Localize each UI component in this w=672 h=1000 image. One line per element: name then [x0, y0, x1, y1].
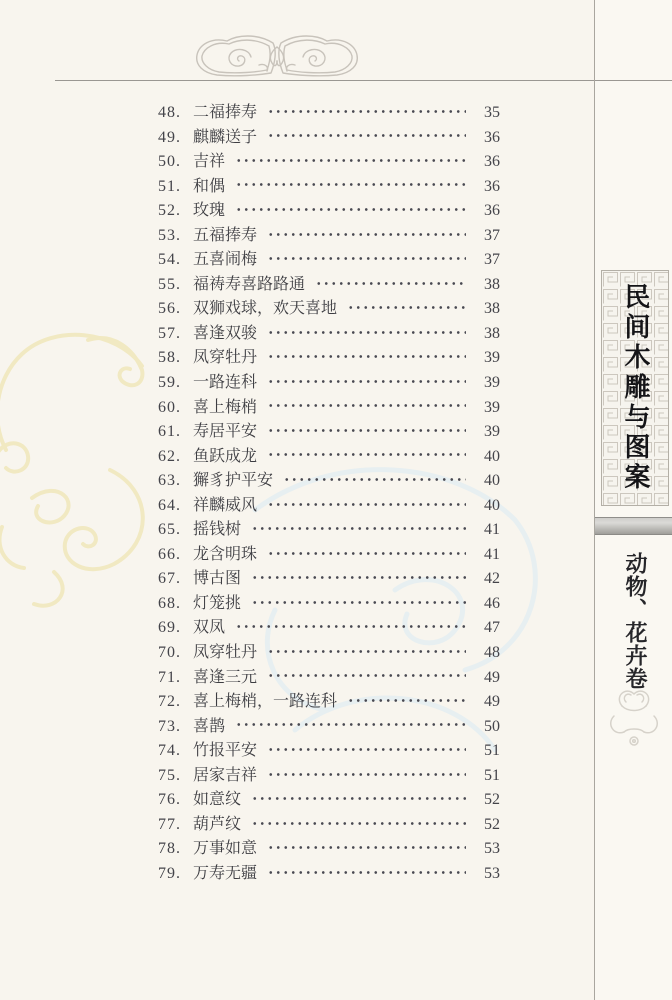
toc-entry-number: 73. — [158, 717, 181, 735]
toc-entry-page: 52 — [484, 815, 500, 833]
toc-leader-dots — [251, 601, 466, 604]
toc-entry-title: 竹报平安 — [193, 742, 258, 760]
toc-entry-title: 麒麟送子 — [193, 128, 258, 146]
toc-entry-number: 48. — [158, 104, 181, 121]
toc-entry-title: 喜上梅梢 — [193, 398, 258, 416]
toc-entry — [158, 224, 500, 249]
toc-leader-dots — [267, 429, 466, 432]
toc-entry — [158, 199, 500, 224]
toc-entry-title: 喜鹊 — [193, 717, 226, 735]
toc-entry-number: 56. — [158, 300, 181, 318]
header-cloud-ornament — [193, 35, 361, 79]
toc-entry-title: 居家吉祥 — [193, 766, 258, 784]
toc-entry-page: 39 — [484, 349, 500, 367]
toc-entry — [158, 813, 500, 838]
toc-entry-number: 71. — [158, 668, 181, 686]
toc-entry-page: 51 — [484, 742, 500, 760]
book-title: 民间木雕与图案 — [621, 283, 650, 493]
toc-entry-number: 57. — [158, 324, 181, 342]
toc-entry-title: 二福捧寿 — [193, 104, 258, 121]
toc-entry — [158, 101, 500, 126]
toc-entry-number: 52. — [158, 202, 181, 220]
toc-entry-title: 喜上梅梢，一路连科 — [193, 693, 338, 711]
toc-entry-number: 60. — [158, 398, 181, 416]
toc-leader-dots — [235, 208, 466, 211]
toc-entry-number: 76. — [158, 791, 181, 809]
toc-entry-page: 49 — [484, 693, 500, 711]
toc-entry-title: 万寿无疆 — [193, 864, 258, 882]
toc-entry — [158, 592, 500, 617]
toc-entry-number: 70. — [158, 644, 181, 662]
toc-entry-title: 祥麟威风 — [193, 496, 258, 514]
toc-entry-number: 69. — [158, 619, 181, 637]
toc-leader-dots — [267, 773, 466, 776]
toc-entry — [158, 445, 500, 470]
toc-entry-page: 52 — [484, 791, 500, 809]
toc-entry — [158, 616, 500, 641]
toc-entry — [158, 322, 500, 347]
toc-entry — [158, 248, 500, 273]
toc-entry-title: 和偶 — [193, 177, 226, 195]
toc-entry-number: 58. — [158, 349, 181, 367]
toc-entry-number: 62. — [158, 447, 181, 465]
toc-entry-page: 49 — [484, 668, 500, 686]
toc-leader-dots — [283, 478, 466, 481]
toc-leader-dots — [267, 404, 466, 407]
toc-leader-dots — [235, 159, 466, 162]
toc-leader-dots — [315, 282, 466, 285]
toc-entry-number: 72. — [158, 693, 181, 711]
toc-entry-number: 51. — [158, 177, 181, 195]
toc-entry-number: 55. — [158, 275, 181, 293]
toc-leader-dots — [235, 183, 466, 186]
toc-leader-dots — [267, 331, 466, 334]
toc-entry-number: 50. — [158, 153, 181, 171]
toc-entry — [158, 297, 500, 322]
toc-entry — [158, 837, 500, 862]
header-rule — [55, 80, 672, 81]
toc-entry-page: 40 — [484, 472, 500, 490]
toc-leader-dots — [267, 233, 466, 236]
toc-entry-page: 38 — [484, 324, 500, 342]
toc-leader-dots — [267, 846, 466, 849]
toc-leader-dots — [267, 871, 466, 874]
toc-leader-dots — [267, 257, 466, 260]
toc-entry-page: 41 — [484, 521, 500, 539]
toc-entry-number: 67. — [158, 570, 181, 588]
toc-leader-dots — [267, 453, 466, 456]
toc-leader-dots — [235, 723, 466, 726]
toc-entry-number: 49. — [158, 128, 181, 146]
toc-entry-number: 65. — [158, 521, 181, 539]
toc-leader-dots — [267, 110, 466, 113]
book-title-box — [601, 270, 669, 506]
toc-leader-dots — [251, 822, 466, 825]
toc-leader-dots — [267, 650, 466, 653]
toc-leader-dots — [347, 699, 466, 702]
toc-entry-number: 79. — [158, 864, 181, 882]
toc-entry — [158, 175, 500, 200]
toc-entry — [158, 666, 500, 691]
toc-leader-dots — [347, 306, 466, 309]
toc-entry-page: 35 — [484, 104, 500, 121]
toc-entry — [158, 543, 500, 568]
toc-entry-number: 66. — [158, 545, 181, 563]
floral-watermark-left — [0, 322, 167, 612]
toc-entry-title: 喜逢双骏 — [193, 324, 258, 342]
sidebar-divider-line — [594, 0, 595, 1000]
toc-entry-page: 36 — [484, 202, 500, 220]
toc-entry-title: 双狮戏球，欢天喜地 — [193, 300, 338, 318]
toc-entry-page: 50 — [484, 717, 500, 735]
toc-leader-dots — [251, 576, 466, 579]
toc-entry — [158, 494, 500, 519]
toc-entry-page: 42 — [484, 570, 500, 588]
toc-list — [158, 101, 500, 887]
toc-leader-dots — [251, 797, 466, 800]
toc-entry-number: 59. — [158, 374, 181, 392]
toc-entry-page: 36 — [484, 177, 500, 195]
toc-entry-page: 39 — [484, 374, 500, 392]
toc-entry — [158, 371, 500, 396]
toc-entry-page: 53 — [484, 840, 500, 858]
toc-entry — [158, 641, 500, 666]
toc-entry-title: 鱼跃成龙 — [193, 447, 258, 465]
toc-entry-number: 61. — [158, 423, 181, 441]
toc-entry-title: 玫瑰 — [193, 202, 226, 220]
toc-entry — [158, 346, 500, 371]
toc-entry-page: 36 — [484, 153, 500, 171]
toc-entry-page: 53 — [484, 864, 500, 882]
toc-entry — [158, 690, 500, 715]
toc-entry-number: 63. — [158, 472, 181, 490]
toc-entry — [158, 862, 500, 887]
toc-entry-page: 39 — [484, 423, 500, 441]
toc-leader-dots — [267, 748, 466, 751]
toc-entry — [158, 764, 500, 789]
toc-entry-title: 五福捧寿 — [193, 226, 258, 244]
toc-entry-page: 38 — [484, 300, 500, 318]
toc-entry-page: 48 — [484, 644, 500, 662]
toc-leader-dots — [235, 625, 466, 628]
toc-entry-title: 五喜闹梅 — [193, 251, 258, 269]
volume-title: 动物、花卉卷 — [623, 552, 648, 690]
toc-entry-page: 38 — [484, 275, 500, 293]
toc-entry-title: 福祷寿喜路路通 — [193, 275, 306, 293]
toc-entry-number: 53. — [158, 226, 181, 244]
sidebar-divider-bar — [595, 517, 672, 535]
toc-entry-number: 64. — [158, 496, 181, 514]
toc-entry-title: 寿居平安 — [193, 423, 258, 441]
toc-entry-number: 77. — [158, 815, 181, 833]
toc-leader-dots — [251, 527, 466, 530]
toc-entry — [158, 273, 500, 298]
toc-entry-title: 凤穿牡丹 — [193, 349, 258, 367]
toc-entry-title: 灯笼挑 — [193, 594, 242, 612]
toc-entry — [158, 420, 500, 445]
toc-entry-page: 46 — [484, 594, 500, 612]
toc-entry-title: 吉祥 — [193, 153, 226, 171]
toc-entry-title: 一路连科 — [193, 374, 258, 392]
toc-entry-title: 龙含明珠 — [193, 545, 258, 563]
toc-entry — [158, 396, 500, 421]
toc-entry-title: 摇钱树 — [193, 521, 242, 539]
toc-entry-number: 78. — [158, 840, 181, 858]
toc-entry-page: 40 — [484, 447, 500, 465]
toc-leader-dots — [267, 503, 466, 506]
toc-entry-title: 喜逢三元 — [193, 668, 258, 686]
toc-entry-page: 51 — [484, 766, 500, 784]
toc-entry — [158, 739, 500, 764]
toc-leader-dots — [267, 134, 466, 137]
toc-entry-title: 如意纹 — [193, 791, 242, 809]
toc-entry-page: 39 — [484, 398, 500, 416]
toc-entry-page: 41 — [484, 545, 500, 563]
toc-entry-number: 74. — [158, 742, 181, 760]
toc-entry — [158, 567, 500, 592]
toc-leader-dots — [267, 552, 466, 555]
toc-entry — [158, 150, 500, 175]
toc-entry-title: 博古图 — [193, 570, 242, 588]
toc-entry-title: 葫芦纹 — [193, 815, 242, 833]
toc-entry-title: 獬豸护平安 — [193, 472, 274, 490]
toc-entry-title: 凤穿牡丹 — [193, 644, 258, 662]
toc-entry — [158, 469, 500, 494]
toc-entry-page: 36 — [484, 128, 500, 146]
toc-entry — [158, 126, 500, 151]
toc-entry — [158, 788, 500, 813]
toc-entry-page: 37 — [484, 251, 500, 269]
toc-entry — [158, 518, 500, 543]
toc-entry-number: 54. — [158, 251, 181, 269]
toc-entry-number: 68. — [158, 594, 181, 612]
toc-leader-dots — [267, 380, 466, 383]
toc-entry-page: 47 — [484, 619, 500, 637]
toc-leader-dots — [267, 674, 466, 677]
toc-entry-title: 万事如意 — [193, 840, 258, 858]
toc-entry-page: 40 — [484, 496, 500, 514]
toc-leader-dots — [267, 355, 466, 358]
sidebar-ornament — [608, 688, 660, 750]
toc-entry-page: 37 — [484, 226, 500, 244]
toc-entry — [158, 715, 500, 740]
toc-entry-title: 双凤 — [193, 619, 226, 637]
toc-entry-number: 75. — [158, 766, 181, 784]
